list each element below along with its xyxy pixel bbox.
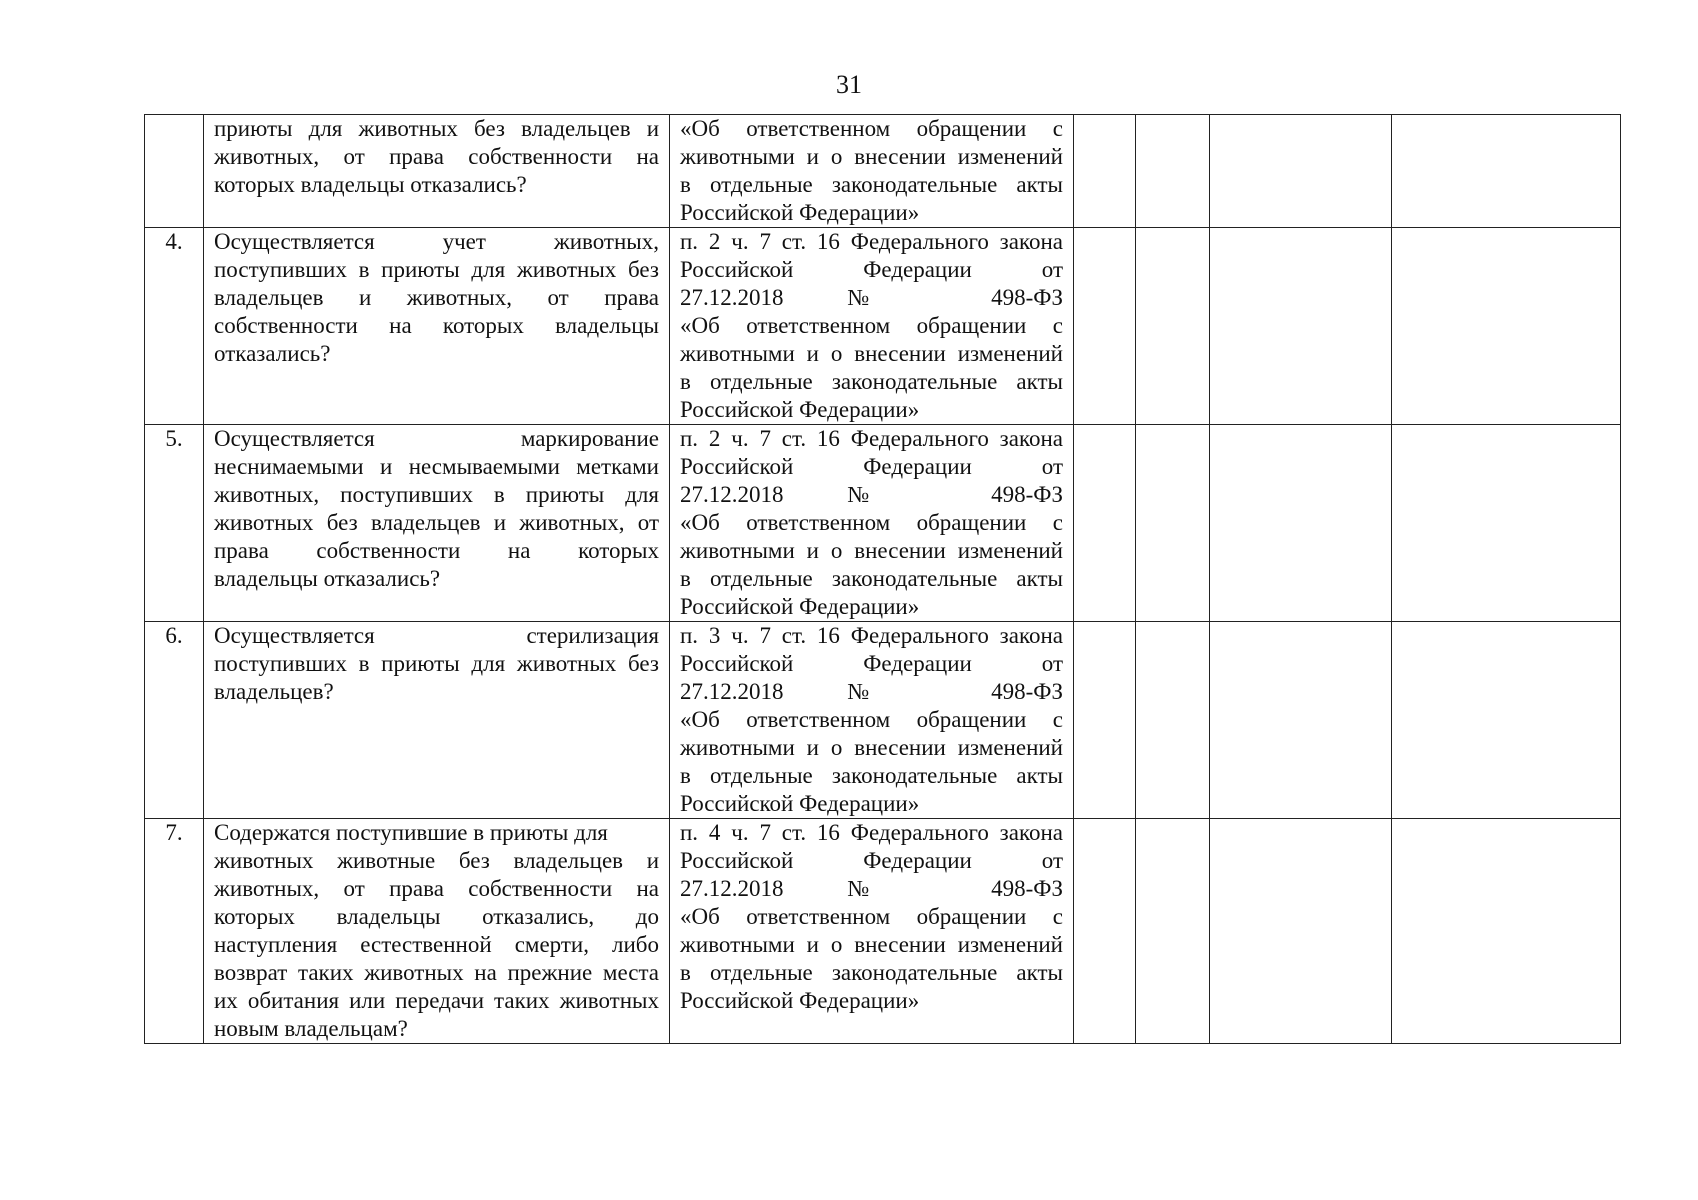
answer-no-cell	[1136, 819, 1210, 1044]
comment-cell	[1392, 622, 1621, 819]
legal-basis-line: п. 2 ч. 7 ст. 16 Федерального закона	[680, 426, 1063, 451]
legal-basis-line: в отдельные законодательные акты	[680, 369, 1063, 394]
answer-yes-cell	[1074, 115, 1136, 228]
legal-basis-line: Российской Федерации»	[680, 200, 920, 225]
question-line: возврат таких животных на прежние места	[214, 960, 659, 985]
legal-basis-cell	[670, 115, 1074, 228]
question-line: новым владельцам?	[214, 1016, 408, 1041]
comment-cell	[1392, 228, 1621, 425]
legal-basis-line: животными и о внесении изменений	[680, 735, 1063, 760]
legal-basis-line: животными и о внесении изменений	[680, 144, 1063, 169]
row-number: 5.	[145, 425, 204, 622]
question-line: права собственности на которых	[214, 538, 659, 563]
answer-yes-cell	[1074, 819, 1136, 1044]
comment-cell	[1392, 425, 1621, 622]
table-row	[145, 622, 1621, 819]
question-line: Содержатся поступившие в приюты для	[214, 820, 608, 845]
question-line: отказались?	[214, 341, 331, 366]
table-row	[145, 115, 1621, 228]
question-line: поступивших в приюты для животных без	[214, 651, 659, 676]
question-line: которых владельцы отказались, до	[214, 904, 659, 929]
legal-basis-cell	[670, 622, 1074, 819]
row-number	[145, 115, 204, 228]
answer-no-cell	[1136, 115, 1210, 228]
question-line: животных животные без владельцев и	[214, 848, 659, 873]
table-body	[145, 115, 1621, 1044]
row-number: 4.	[145, 228, 204, 425]
question-line: животных, от права собственности на	[214, 876, 659, 901]
question-line: их обитания или передачи таких животных	[214, 988, 659, 1013]
question-cell	[204, 115, 670, 228]
question-cell	[204, 228, 670, 425]
question-line: поступивших в приюты для животных без	[214, 257, 659, 282]
legal-basis-line: 27.12.2018 № 498-ФЗ	[680, 482, 1063, 507]
legal-basis-line: «Об ответственном обращении с	[680, 904, 1063, 929]
comment-cell	[1392, 115, 1621, 228]
legal-basis-line: «Об ответственном обращении с	[680, 116, 1063, 141]
question-line: неснимаемыми и несмываемыми метками	[214, 454, 659, 479]
legal-basis-line: 27.12.2018 № 498-ФЗ	[680, 679, 1063, 704]
legal-basis-cell	[670, 425, 1074, 622]
question-line: животных, от права собственности на	[214, 144, 659, 169]
question-cell	[204, 622, 670, 819]
answer-no-cell	[1136, 425, 1210, 622]
legal-basis-line: п. 4 ч. 7 ст. 16 Федерального закона	[680, 820, 1063, 845]
legal-basis-line: «Об ответственном обращении с	[680, 510, 1063, 535]
checklist-table	[144, 114, 1621, 1044]
legal-basis-line: п. 2 ч. 7 ст. 16 Федерального закона	[680, 229, 1063, 254]
question-cell	[204, 819, 670, 1044]
legal-basis-line: животными и о внесении изменений	[680, 932, 1063, 957]
table-row	[145, 425, 1621, 622]
legal-basis-line: животными и о внесении изменений	[680, 341, 1063, 366]
legal-basis-line: Российской Федерации»	[680, 791, 920, 816]
comment-cell	[1392, 819, 1621, 1044]
legal-basis-line: в отдельные законодательные акты	[680, 172, 1063, 197]
question-line: которых владельцы отказались?	[214, 172, 527, 197]
row-number: 6.	[145, 622, 204, 819]
page-number: 31	[836, 70, 862, 99]
answer-na-cell	[1210, 228, 1392, 425]
answer-yes-cell	[1074, 425, 1136, 622]
legal-basis-line: «Об ответственном обращении с	[680, 707, 1063, 732]
table-row	[145, 819, 1621, 1044]
legal-basis-line: в отдельные законодательные акты	[680, 566, 1063, 591]
answer-na-cell	[1210, 115, 1392, 228]
question-line: Осуществляется стерилизация	[214, 623, 659, 648]
legal-basis-line: 27.12.2018 № 498-ФЗ	[680, 285, 1063, 310]
legal-basis-line: животными и о внесении изменений	[680, 538, 1063, 563]
question-line: Осуществляется маркирование	[214, 426, 659, 451]
answer-na-cell	[1210, 819, 1392, 1044]
legal-basis-line: Российской Федерации от	[680, 454, 1063, 479]
question-cell	[204, 425, 670, 622]
answer-yes-cell	[1074, 228, 1136, 425]
question-line: животных без владельцев и животных, от	[214, 510, 659, 535]
answer-yes-cell	[1074, 622, 1136, 819]
question-line: собственности на которых владельцы	[214, 313, 659, 338]
legal-basis-line: в отдельные законодательные акты	[680, 960, 1063, 985]
question-line: владельцев?	[214, 679, 334, 704]
legal-basis-line: Российской Федерации»	[680, 988, 920, 1013]
legal-basis-line: Российской Федерации»	[680, 594, 920, 619]
legal-basis-line: Российской Федерации от	[680, 848, 1063, 873]
answer-no-cell	[1136, 228, 1210, 425]
answer-na-cell	[1210, 622, 1392, 819]
legal-basis-line: Российской Федерации»	[680, 397, 920, 422]
legal-basis-cell	[670, 228, 1074, 425]
question-line: владельцы отказались?	[214, 566, 441, 591]
question-line: животных, поступивших в приюты для	[214, 482, 659, 507]
question-line: Осуществляется учет животных,	[214, 229, 659, 254]
legal-basis-cell	[670, 819, 1074, 1044]
question-line: приюты для животных без владельцев и	[214, 116, 659, 141]
legal-basis-line: Российской Федерации от	[680, 651, 1063, 676]
legal-basis-line: в отдельные законодательные акты	[680, 763, 1063, 788]
row-number: 7.	[145, 819, 204, 1044]
answer-no-cell	[1136, 622, 1210, 819]
legal-basis-line: Российской Федерации от	[680, 257, 1063, 282]
table-row	[145, 228, 1621, 425]
legal-basis-line: «Об ответственном обращении с	[680, 313, 1063, 338]
answer-na-cell	[1210, 425, 1392, 622]
question-line: наступления естественной смерти, либо	[214, 932, 659, 957]
question-line: владельцев и животных, от права	[214, 285, 659, 310]
legal-basis-line: 27.12.2018 № 498-ФЗ	[680, 876, 1063, 901]
legal-basis-line: п. 3 ч. 7 ст. 16 Федерального закона	[680, 623, 1063, 648]
